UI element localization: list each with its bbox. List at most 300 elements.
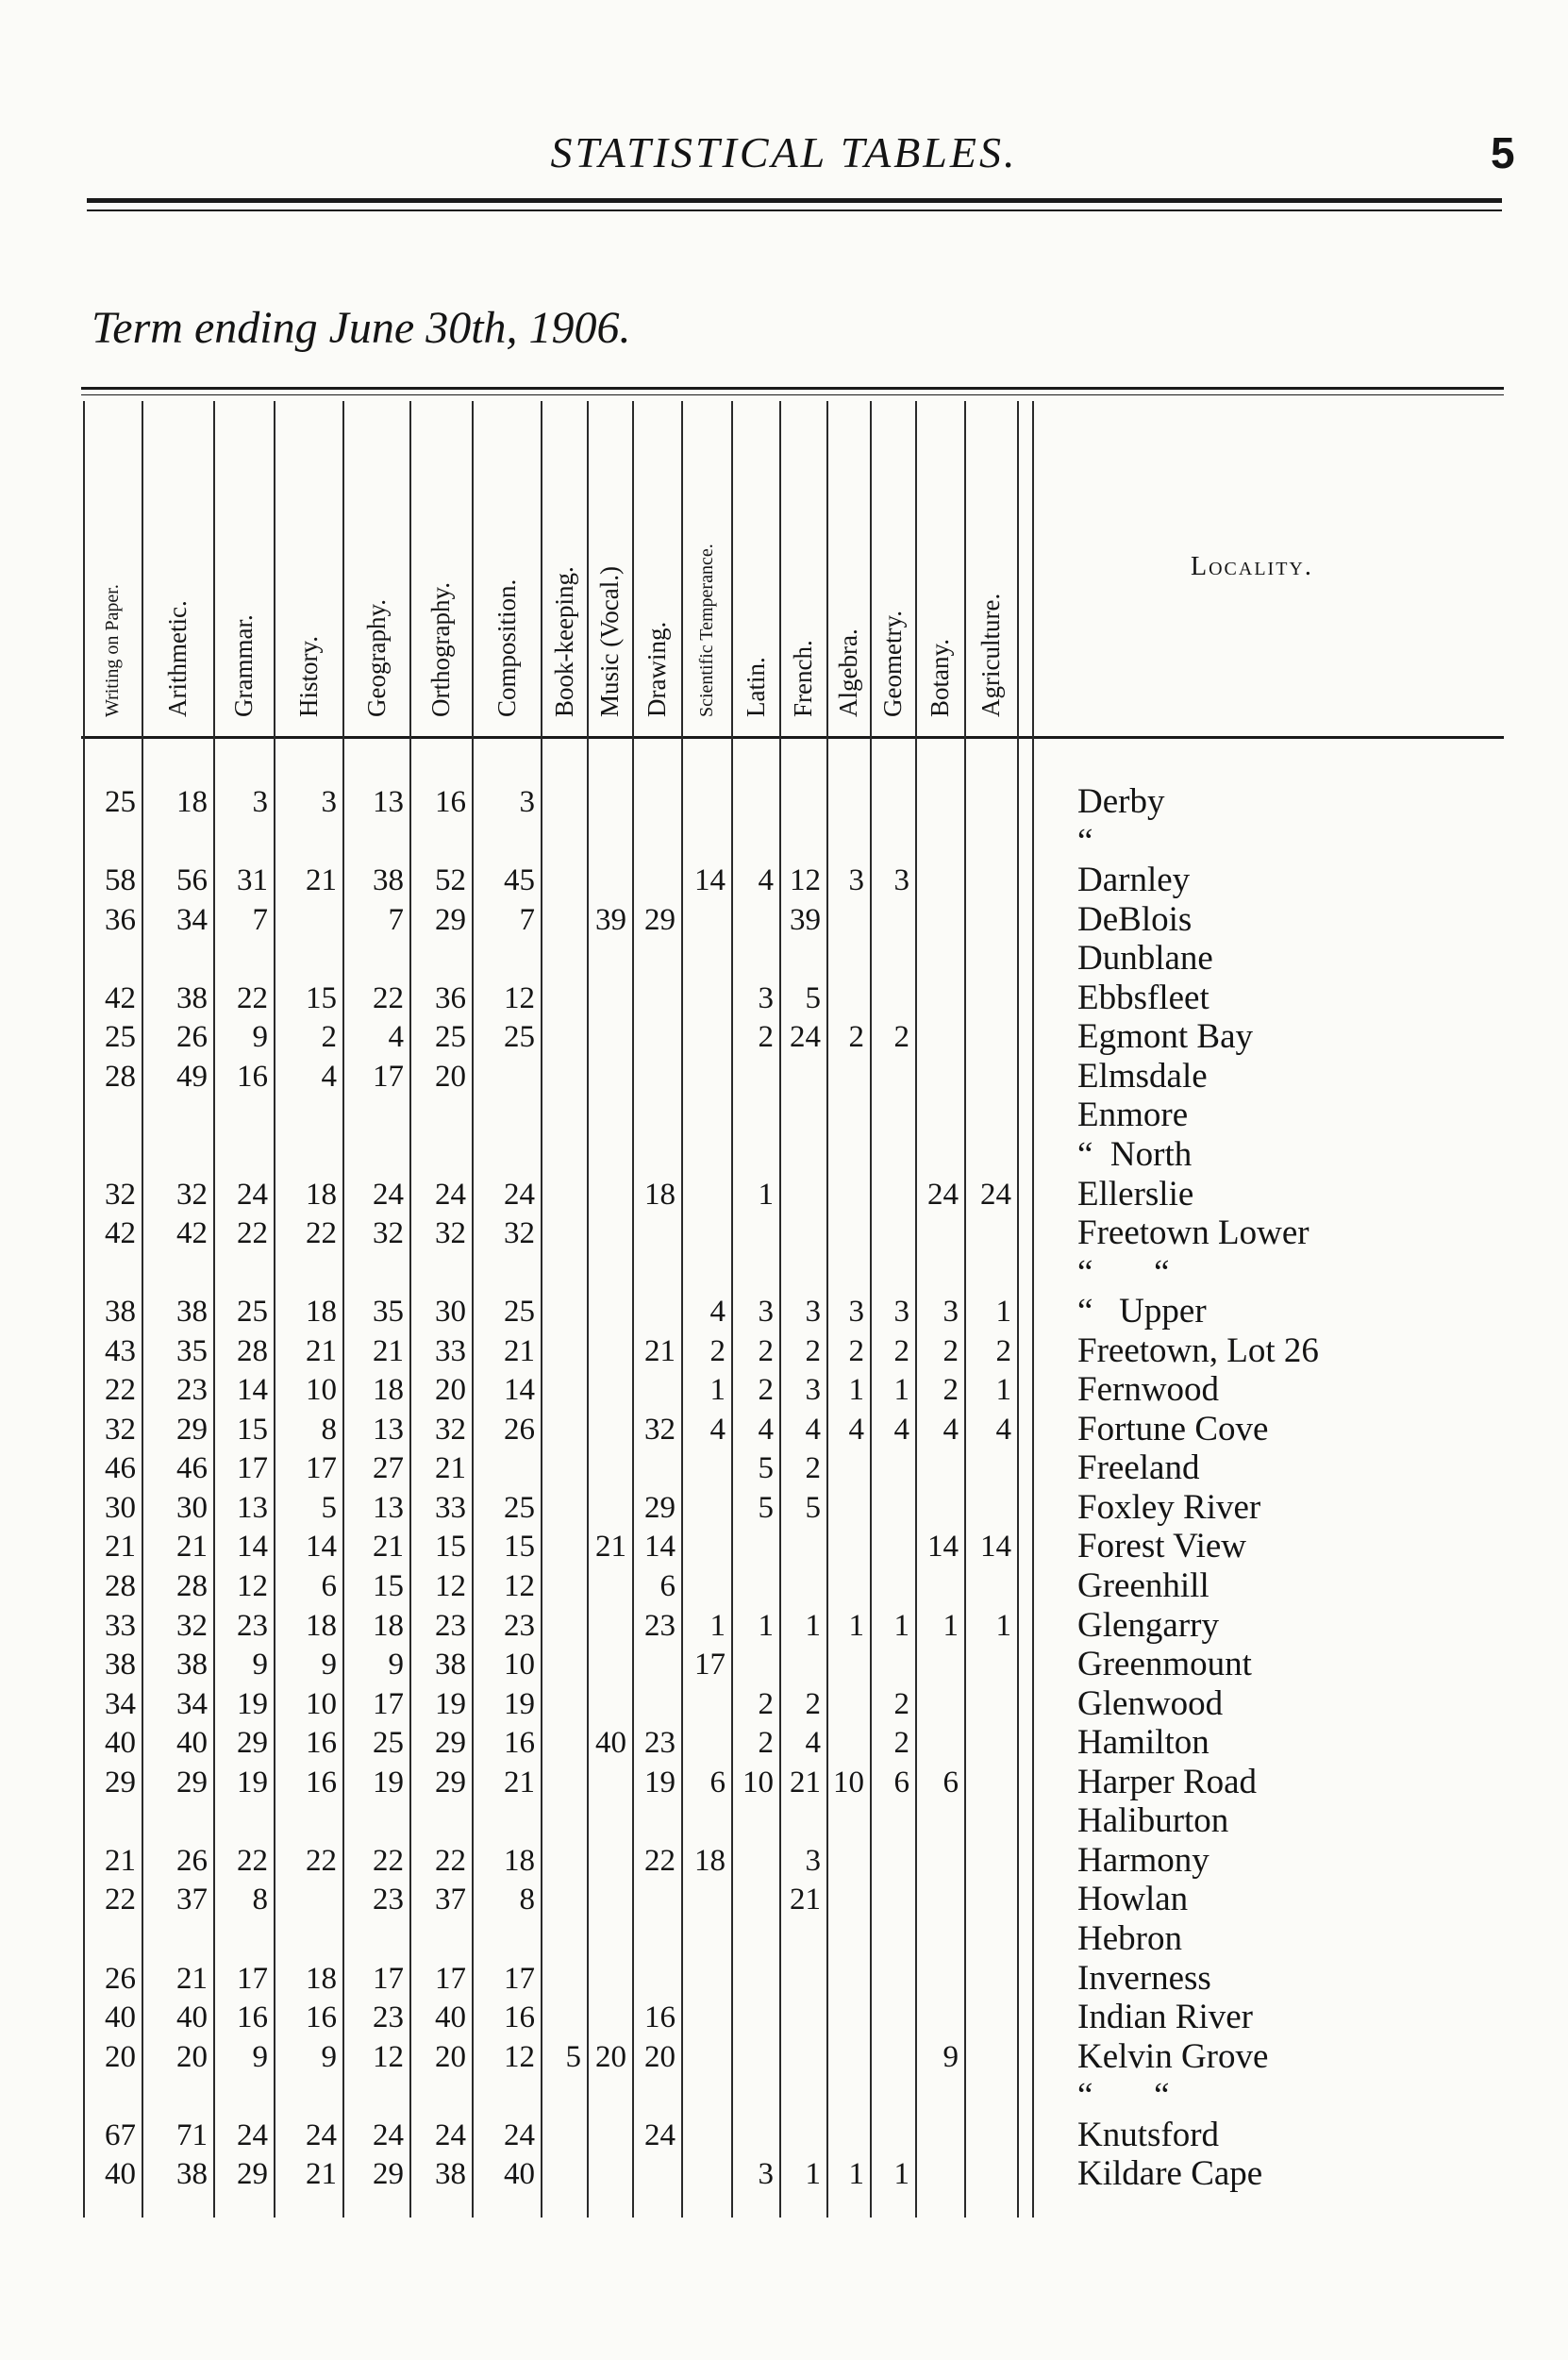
- table-cell: 14: [694, 863, 726, 898]
- table-cell: 42: [176, 1216, 208, 1251]
- locality-name: Freeland: [1077, 1448, 1200, 1488]
- table-cell: 4: [758, 863, 774, 898]
- table-cell: 12: [373, 2039, 404, 2074]
- table-cell: 10: [306, 1686, 337, 1721]
- locality-name: Freetown, Lot 26: [1077, 1331, 1319, 1370]
- table-cell: 33: [435, 1333, 466, 1368]
- table-cell: 58: [105, 863, 136, 898]
- locality-name: Forest View: [1077, 1527, 1247, 1566]
- table-top-rule-thin: [81, 394, 1504, 395]
- table-cell: 38: [176, 1648, 208, 1682]
- table-cell: 8: [321, 1412, 337, 1447]
- table-cell: 7: [388, 902, 404, 937]
- table-cell: 18: [644, 1177, 676, 1212]
- table-cell: 2: [321, 1020, 337, 1055]
- table-cell: 17: [504, 1961, 535, 1996]
- table-cell: 24: [790, 1020, 821, 1055]
- locality-name: Fortune Cove: [1077, 1409, 1269, 1448]
- table-cell: 15: [435, 1530, 466, 1565]
- table-cell: 25: [504, 1295, 535, 1330]
- table-cell: 14: [644, 1530, 676, 1565]
- table-cell: 3: [893, 863, 909, 898]
- table-cell: 25: [504, 1490, 535, 1525]
- table-cell: 30: [176, 1490, 208, 1525]
- table-cell: 9: [252, 1648, 268, 1682]
- table-cell: 1: [848, 1608, 864, 1643]
- locality-column-header: Locality.: [1191, 552, 1313, 581]
- table-cell: 5: [758, 1451, 774, 1486]
- table-cell: 34: [176, 1686, 208, 1721]
- table-cell: 15: [237, 1412, 268, 1447]
- column-header-label: Music (Vocal.): [595, 566, 624, 717]
- locality-name: “: [1077, 821, 1093, 861]
- table-cell: 20: [435, 1373, 466, 1408]
- table-cell: 26: [105, 1961, 136, 1996]
- table-cell: 1: [942, 1608, 959, 1643]
- locality-name: Elmsdale: [1077, 1056, 1208, 1096]
- column-header-label: History.: [293, 636, 323, 717]
- table-cell: 14: [237, 1373, 268, 1408]
- table-cell: 33: [435, 1490, 466, 1525]
- table-cell: 40: [105, 2157, 136, 2192]
- table-cell: 21: [373, 1530, 404, 1565]
- locality-name: Hamilton: [1077, 1723, 1209, 1763]
- table-cell: 13: [237, 1490, 268, 1525]
- column-header-label: Botany.: [926, 639, 954, 717]
- column-header-label: Book-keeping.: [549, 566, 578, 717]
- table-cell: 12: [237, 1569, 268, 1603]
- table-cell: 2: [848, 1333, 864, 1368]
- table-cell: 46: [105, 1451, 136, 1486]
- table-cell: 18: [306, 1608, 337, 1643]
- table-cell: 15: [306, 980, 337, 1015]
- table-cell: 24: [237, 2117, 268, 2152]
- table-cell: 16: [435, 785, 466, 819]
- table-cell: 3: [321, 785, 337, 819]
- table-cell: 21: [306, 2157, 337, 2192]
- table-cell: 42: [105, 1216, 136, 1251]
- table-cell: 21: [105, 1530, 136, 1565]
- table-cell: 24: [373, 1177, 404, 1212]
- column-header-label: Agriculture.: [976, 593, 1005, 717]
- table-cell: 3: [758, 1295, 774, 1330]
- table-cell: 10: [742, 1765, 774, 1799]
- locality-name: DeBlois: [1077, 899, 1193, 939]
- locality-name: Greenhill: [1077, 1566, 1209, 1605]
- table-cell: 19: [373, 1765, 404, 1799]
- column-rule: [632, 401, 634, 2218]
- table-cell: 7: [519, 902, 535, 937]
- column-header-label: Latin.: [741, 657, 770, 717]
- table-cell: 9: [321, 2039, 337, 2074]
- table-cell: 7: [252, 902, 268, 937]
- table-cell: 16: [644, 2000, 676, 2035]
- table-cell: 14: [980, 1530, 1011, 1565]
- table-cell: 2: [893, 1333, 909, 1368]
- table-cell: 22: [373, 1843, 404, 1878]
- table-cell: 24: [927, 1177, 959, 1212]
- table-cell: 29: [237, 1726, 268, 1761]
- table-cell: 21: [373, 1333, 404, 1368]
- table-cell: 22: [644, 1843, 676, 1878]
- table-cell: 25: [373, 1726, 404, 1761]
- locality-name: Harper Road: [1077, 1762, 1258, 1801]
- table-cell: 38: [176, 980, 208, 1015]
- table-cell: 28: [105, 1059, 136, 1094]
- table-cell: 38: [435, 2157, 466, 2192]
- table-cell: 22: [237, 1216, 268, 1251]
- locality-name: Harmony: [1077, 1840, 1209, 1880]
- table-cell: 2: [995, 1333, 1011, 1368]
- table-cell: 13: [373, 785, 404, 819]
- table-cell: 9: [252, 2039, 268, 2074]
- column-header-label: Orthography.: [426, 582, 455, 717]
- table-cell: 3: [805, 1373, 821, 1408]
- locality-name: Howlan: [1077, 1880, 1189, 1919]
- table-cell: 18: [176, 785, 208, 819]
- table-cell: 4: [709, 1412, 726, 1447]
- table-cell: 22: [306, 1843, 337, 1878]
- table-cell: 3: [758, 2157, 774, 2192]
- table-cell: 10: [504, 1648, 535, 1682]
- locality-name: Hebron: [1077, 1918, 1182, 1958]
- table-cell: 21: [790, 1883, 821, 1917]
- table-cell: 21: [435, 1451, 466, 1486]
- table-cell: 23: [373, 1883, 404, 1917]
- table-cell: 22: [105, 1883, 136, 1917]
- column-header-label: Scientific Temperance.: [695, 544, 717, 717]
- table-cell: 32: [176, 1608, 208, 1643]
- table-cell: 19: [504, 1686, 535, 1721]
- locality-name: Kildare Cape: [1077, 2154, 1263, 2194]
- table-cell: 1: [995, 1608, 1011, 1643]
- table-cell: 6: [659, 1569, 676, 1603]
- table-cell: 38: [105, 1295, 136, 1330]
- table-cell: 3: [893, 1295, 909, 1330]
- table-cell: 23: [373, 2000, 404, 2035]
- locality-name: Enmore: [1077, 1096, 1189, 1135]
- table-cell: 29: [176, 1412, 208, 1447]
- column-rule: [142, 401, 143, 2218]
- table-cell: 24: [306, 2117, 337, 2152]
- locality-name: Inverness: [1077, 1958, 1211, 1998]
- table-cell: 14: [504, 1373, 535, 1408]
- locality-name: Glengarry: [1077, 1605, 1219, 1645]
- column-header-label: Geography.: [361, 599, 391, 717]
- table-cell: 40: [105, 1726, 136, 1761]
- table-cell: 6: [321, 1569, 337, 1603]
- table-cell: 6: [893, 1765, 909, 1799]
- table-cell: 18: [306, 1961, 337, 1996]
- table-cell: 56: [176, 863, 208, 898]
- table-cell: 16: [306, 2000, 337, 2035]
- table-cell: 2: [805, 1686, 821, 1721]
- table-cell: 21: [790, 1765, 821, 1799]
- table-cell: 18: [694, 1843, 726, 1878]
- table-cell: 36: [435, 980, 466, 1015]
- table-cell: 3: [848, 1295, 864, 1330]
- table-cell: 17: [373, 1059, 404, 1094]
- table-cell: 38: [176, 2157, 208, 2192]
- table-cell: 14: [927, 1530, 959, 1565]
- table-cell: 4: [321, 1059, 337, 1094]
- table-cell: 40: [176, 1726, 208, 1761]
- table-cell: 14: [237, 1530, 268, 1565]
- table-cell: 9: [321, 1648, 337, 1682]
- table-cell: 12: [504, 980, 535, 1015]
- column-header-label: Grammar.: [229, 614, 258, 717]
- table-cell: 17: [373, 1961, 404, 1996]
- locality-name: Kelvin Grove: [1077, 2036, 1269, 2076]
- table-cell: 25: [504, 1020, 535, 1055]
- locality-name: Darnley: [1077, 861, 1191, 900]
- table-cell: 17: [237, 1961, 268, 1996]
- table-cell: 13: [373, 1490, 404, 1525]
- table-cell: 32: [435, 1412, 466, 1447]
- table-cell: 4: [805, 1726, 821, 1761]
- table-cell: 35: [373, 1295, 404, 1330]
- table-cell: 1: [893, 1608, 909, 1643]
- table-cell: 18: [504, 1843, 535, 1878]
- table-cell: 1: [995, 1295, 1011, 1330]
- table-cell: 2: [758, 1686, 774, 1721]
- table-cell: 20: [105, 2039, 136, 2074]
- locality-name: Egmont Bay: [1077, 1017, 1254, 1057]
- table-cell: 2: [758, 1020, 774, 1055]
- table-cell: 32: [373, 1216, 404, 1251]
- table-cell: 22: [105, 1373, 136, 1408]
- table-cell: 21: [504, 1765, 535, 1799]
- table-cell: 5: [565, 2039, 581, 2074]
- table-cell: 2: [942, 1333, 959, 1368]
- table-cell: 20: [595, 2039, 626, 2074]
- table-cell: 52: [435, 863, 466, 898]
- table-cell: 10: [306, 1373, 337, 1408]
- column-header-label: Drawing.: [642, 621, 671, 717]
- table-cell: 5: [805, 980, 821, 1015]
- table-cell: 3: [519, 785, 535, 819]
- table-cell: 12: [435, 1569, 466, 1603]
- table-cell: 16: [306, 1765, 337, 1799]
- table-cell: 4: [709, 1295, 726, 1330]
- column-header-label: French.: [789, 640, 817, 717]
- table-cell: 4: [942, 1412, 959, 1447]
- table-cell: 28: [105, 1569, 136, 1603]
- table-cell: 29: [644, 1490, 676, 1525]
- table-cell: 1: [893, 2157, 909, 2192]
- table-cell: 21: [176, 1530, 208, 1565]
- table-cell: 9: [942, 2039, 959, 2074]
- table-cell: 24: [504, 1177, 535, 1212]
- table-cell: 40: [595, 1726, 626, 1761]
- table-cell: 1: [995, 1373, 1011, 1408]
- table-cell: 20: [176, 2039, 208, 2074]
- page-number: 5: [1491, 128, 1515, 177]
- table-cell: 16: [237, 1059, 268, 1094]
- table-cell: 18: [306, 1295, 337, 1330]
- table-cell: 37: [176, 1883, 208, 1917]
- table-cell: 28: [176, 1569, 208, 1603]
- table-cell: 23: [176, 1373, 208, 1408]
- table-cell: 1: [709, 1608, 726, 1643]
- table-cell: 1: [805, 2157, 821, 2192]
- table-cell: 22: [306, 1216, 337, 1251]
- table-cell: 32: [504, 1216, 535, 1251]
- column-header-label: Writing on Paper.: [102, 584, 123, 717]
- table-cell: 2: [893, 1020, 909, 1055]
- table-cell: 40: [435, 2000, 466, 2035]
- table-cell: 22: [435, 1843, 466, 1878]
- table-cell: 39: [595, 902, 626, 937]
- table-cell: 33: [105, 1608, 136, 1643]
- table-cell: 21: [306, 1333, 337, 1368]
- table-cell: 23: [237, 1608, 268, 1643]
- table-cell: 17: [373, 1686, 404, 1721]
- table-cell: 24: [373, 2117, 404, 2152]
- locality-name: Freetown Lower: [1077, 1213, 1309, 1253]
- table-cell: 2: [758, 1333, 774, 1368]
- header-rule-thick: [87, 198, 1502, 203]
- table-cell: 40: [504, 2157, 535, 2192]
- table-cell: 37: [435, 1883, 466, 1917]
- table-cell: 42: [105, 980, 136, 1015]
- table-cell: 2: [805, 1451, 821, 1486]
- table-cell: 24: [435, 1177, 466, 1212]
- table-cell: 34: [105, 1686, 136, 1721]
- table-cell: 3: [758, 980, 774, 1015]
- table-cell: 16: [237, 2000, 268, 2035]
- table-cell: 24: [504, 2117, 535, 2152]
- locality-name: Derby: [1077, 782, 1165, 821]
- locality-name: Knutsford: [1077, 2115, 1220, 2154]
- table-cell: 24: [980, 1177, 1011, 1212]
- table-cell: 38: [176, 1295, 208, 1330]
- table-cell: 5: [805, 1490, 821, 1525]
- table-top-rule: [81, 387, 1504, 390]
- table-cell: 24: [435, 2117, 466, 2152]
- table-cell: 9: [388, 1648, 404, 1682]
- table-cell: 1: [758, 1608, 774, 1643]
- table-cell: 6: [709, 1765, 726, 1799]
- table-cell: 6: [942, 1765, 959, 1799]
- locality-name: Ebbsfleet: [1077, 978, 1209, 1017]
- table-cell: 49: [176, 1059, 208, 1094]
- table-cell: 16: [504, 2000, 535, 2035]
- table-cell: 71: [176, 2117, 208, 2152]
- table-cell: 25: [237, 1295, 268, 1330]
- table-cell: 19: [435, 1686, 466, 1721]
- table-cell: 12: [790, 863, 821, 898]
- table-cell: 45: [504, 863, 535, 898]
- table-cell: 4: [848, 1412, 864, 1447]
- column-rule: [1032, 401, 1034, 2218]
- table-cell: 2: [942, 1373, 959, 1408]
- table-cell: 4: [758, 1412, 774, 1447]
- table-cell: 39: [790, 902, 821, 937]
- table-cell: 27: [373, 1451, 404, 1486]
- table-cell: 1: [848, 1373, 864, 1408]
- table-cell: 25: [105, 785, 136, 819]
- locality-name: “ “: [1077, 1252, 1170, 1292]
- table-cell: 32: [435, 1216, 466, 1251]
- table-cell: 38: [435, 1648, 466, 1682]
- table-cell: 29: [435, 1726, 466, 1761]
- table-cell: 35: [176, 1333, 208, 1368]
- table-cell: 8: [252, 1883, 268, 1917]
- table-cell: 3: [805, 1843, 821, 1878]
- table-cell: 17: [237, 1451, 268, 1486]
- table-cell: 21: [504, 1333, 535, 1368]
- locality-name: Indian River: [1077, 1998, 1253, 2037]
- table-cell: 22: [373, 980, 404, 1015]
- table-cell: 29: [435, 902, 466, 937]
- table-cell: 26: [504, 1412, 535, 1447]
- table-cell: 22: [237, 1843, 268, 1878]
- table-cell: 29: [176, 1765, 208, 1799]
- table-cell: 40: [105, 2000, 136, 2035]
- table-cell: 34: [176, 902, 208, 937]
- table-cell: 8: [519, 1883, 535, 1917]
- table-cell: 1: [758, 1177, 774, 1212]
- header-rule-thin: [87, 209, 1502, 211]
- table-cell: 67: [105, 2117, 136, 2152]
- table-cell: 21: [595, 1530, 626, 1565]
- table-cell: 21: [105, 1843, 136, 1878]
- locality-name: “ “: [1077, 2076, 1170, 2116]
- column-header-label: Geometry.: [878, 611, 907, 717]
- table-cell: 15: [373, 1569, 404, 1603]
- column-rule: [587, 401, 589, 2218]
- table-cell: 32: [105, 1412, 136, 1447]
- table-cell: 31: [237, 863, 268, 898]
- table-cell: 18: [306, 1177, 337, 1212]
- table-cell: 29: [644, 902, 676, 937]
- table-cell: 38: [373, 863, 404, 898]
- locality-name: Greenmount: [1077, 1645, 1252, 1684]
- table-cell: 25: [105, 1020, 136, 1055]
- table-cell: 30: [435, 1295, 466, 1330]
- table-cell: 1: [848, 2157, 864, 2192]
- table-cell: 2: [848, 1020, 864, 1055]
- table-cell: 29: [373, 2157, 404, 2192]
- table-cell: 30: [105, 1490, 136, 1525]
- table-cell: 40: [176, 2000, 208, 2035]
- table-cell: 23: [435, 1608, 466, 1643]
- table-cell: 29: [105, 1765, 136, 1799]
- table-cell: 4: [893, 1412, 909, 1447]
- locality-name: Fernwood: [1077, 1370, 1220, 1410]
- table-cell: 43: [105, 1333, 136, 1368]
- table-cell: 2: [709, 1333, 726, 1368]
- column-header-label: Algebra.: [834, 628, 862, 717]
- column-rule: [472, 401, 474, 2218]
- table-cell: 24: [237, 1177, 268, 1212]
- locality-name: Foxley River: [1077, 1487, 1261, 1527]
- table-cell: 17: [694, 1648, 726, 1682]
- table-cell: 19: [237, 1686, 268, 1721]
- table-cell: 38: [105, 1648, 136, 1682]
- table-cell: 46: [176, 1451, 208, 1486]
- column-rule: [342, 401, 344, 2218]
- table-cell: 10: [833, 1765, 864, 1799]
- table-cell: 26: [176, 1843, 208, 1878]
- table-cell: 14: [306, 1530, 337, 1565]
- table-cell: 17: [435, 1961, 466, 1996]
- table-cell: 21: [644, 1333, 676, 1368]
- table-header-bottom-rule: [81, 736, 1504, 739]
- column-header-label: Composition.: [492, 578, 521, 717]
- table-cell: 12: [504, 1569, 535, 1603]
